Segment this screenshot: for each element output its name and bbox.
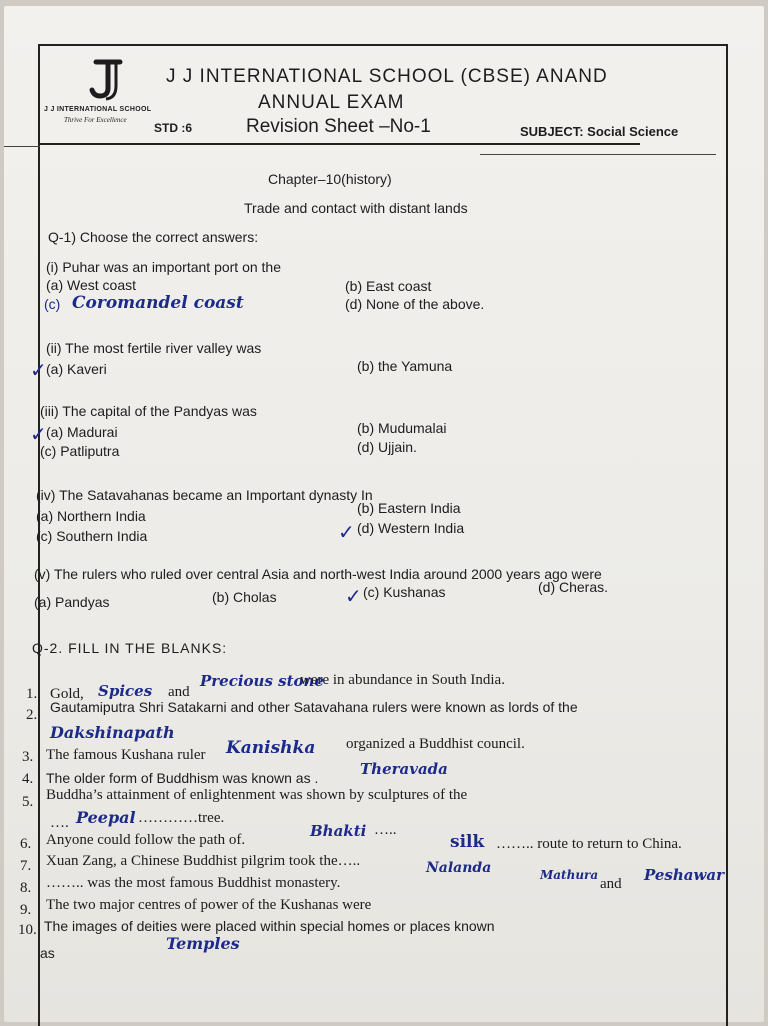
q1-handwritten-answer: Coromandel coast xyxy=(72,293,244,313)
question-5-text: (v) The rulers who ruled over central Asia and north-west India around 2000 years ago were xyxy=(34,566,602,582)
sheet-title: Revision Sheet –No-1 xyxy=(246,116,431,137)
blank-10-answer: Temples xyxy=(166,934,240,953)
question-2-text: (ii) The most fertile river valley was xyxy=(46,340,262,356)
blank-1-answer-2: Precious stone xyxy=(200,672,324,690)
q3-tick-mark: ✓ xyxy=(30,422,47,446)
blank-9-text: The two major centres of power of the Kushanas were xyxy=(46,897,372,913)
blank-9-number: 9. xyxy=(20,902,32,918)
header-divider xyxy=(40,143,640,145)
q2-option-b: (b) the Yamuna xyxy=(357,358,453,374)
blank-10-text-2: as xyxy=(40,945,55,961)
blank-1-number: 1. xyxy=(26,686,38,702)
header-divider-right xyxy=(480,154,716,155)
header-divider-left xyxy=(4,146,40,147)
q5-option-c: (c) Kushanas xyxy=(363,584,446,600)
q2-option-a: (a) Kaveri xyxy=(46,361,107,377)
question-1-text: (i) Puhar was an important port on the xyxy=(46,259,282,275)
blank-1-answer-1: Spices xyxy=(98,682,153,700)
blank-1-text: Gold, xyxy=(50,686,84,702)
q5-option-d: (d) Cheras. xyxy=(538,579,609,595)
blank-3-text-2: organized a Buddhist council. xyxy=(346,736,525,752)
exam-name: ANNUAL EXAM xyxy=(258,92,405,113)
blank-2-number: 2. xyxy=(26,707,38,723)
blank-5-answer: Peepal xyxy=(76,808,136,827)
q1-option-a: (a) West coast xyxy=(46,277,136,293)
q4-option-c: (c) Southern India xyxy=(36,528,148,544)
blank-1-text-2: and xyxy=(168,684,190,700)
question-3-text: (iii) The capital of the Pandyas was xyxy=(40,403,257,419)
q3-option-d: (d) Ujjain. xyxy=(357,439,417,455)
q3-option-a: (a) Madurai xyxy=(46,424,118,440)
q5-option-b: (b) Cholas xyxy=(212,589,277,605)
blank-3-answer: Kanishka xyxy=(226,738,316,758)
q5-option-a: (a) Pandyas xyxy=(34,594,110,610)
blank-10-number: 10. xyxy=(18,922,37,938)
school-logo xyxy=(86,58,130,102)
blank-6-answer: Bhakti xyxy=(310,822,367,840)
q1-option-d: (d) None of the above. xyxy=(345,296,485,312)
q3-option-c: (c) Patliputra xyxy=(40,443,120,459)
q3-option-b: (b) Mudumalai xyxy=(357,420,447,436)
q5-tick-mark: ✓ xyxy=(345,584,362,608)
blank-6-dots: ….. xyxy=(374,822,397,838)
q1-option-c-label: (c) xyxy=(44,296,61,312)
blank-4-text: The older form of Buddhism was known as . xyxy=(46,770,319,786)
question-4-text: (iv) The Satavahanas became an Important dynasty In xyxy=(36,487,373,503)
q4-tick-mark: ✓ xyxy=(338,520,355,544)
subject-label: SUBJECT: Social Science xyxy=(520,124,679,139)
blank-9-text-2: and xyxy=(600,876,622,892)
section1-heading: Q-1) Choose the correct answers: xyxy=(48,229,259,245)
school-name: J J INTERNATIONAL SCHOOL (CBSE) ANAND xyxy=(166,66,608,87)
blank-7-text: Xuan Zang, a Chinese Buddhist pilgrim took the….. xyxy=(46,853,361,869)
q4-option-b: (b) Eastern India xyxy=(357,500,461,516)
blank-7-text-2: …….. route to return to China. xyxy=(496,836,682,852)
chapter-title: Chapter–10(history) xyxy=(268,171,392,187)
blank-7-number: 7. xyxy=(20,858,32,874)
blank-5-dots: …. xyxy=(50,815,69,831)
blank-5-text: Buddha’s attainment of enlightenment was shown by sculptures of the xyxy=(46,787,468,803)
q2-tick-mark: ✓ xyxy=(30,358,47,382)
blank-7-answer: silk xyxy=(450,832,485,852)
blank-9-answer-2: Peshawar xyxy=(644,866,725,884)
blank-4-answer: Theravada xyxy=(360,760,448,778)
logo-tagline: Thrive For Excellence xyxy=(64,116,127,124)
blank-8-text: …….. was the most famous Buddhist monastery. xyxy=(46,875,341,891)
q4-option-d: (d) Western India xyxy=(357,520,465,536)
q1-option-b: (b) East coast xyxy=(345,278,432,294)
chapter-subtitle: Trade and contact with distant lands xyxy=(244,200,468,216)
blank-8-answer: Nalanda xyxy=(426,860,492,876)
blank-9-answer-1: Mathura xyxy=(540,868,599,882)
blank-1-text-3: were in abundance in South India. xyxy=(300,672,505,688)
blank-6-text: Anyone could follow the path of. xyxy=(46,832,246,848)
blank-10-text: The images of deities were placed within special homes or places known xyxy=(44,918,495,934)
blank-2-answer: Dakshinapath xyxy=(50,723,175,742)
blank-2-text: Gautamiputra Shri Satakarni and other Satavahana rulers were known as lords of the xyxy=(50,699,578,715)
blank-3-number: 3. xyxy=(22,749,34,765)
blank-3-text: The famous Kushana ruler xyxy=(46,747,206,763)
logo-caption: J J INTERNATIONAL SCHOOL xyxy=(44,106,152,113)
blank-4-number: 4. xyxy=(22,771,34,787)
section2-heading: Q-2. FILL IN THE BLANKS: xyxy=(32,640,228,656)
standard-label: STD :6 xyxy=(154,121,193,135)
blank-6-number: 6. xyxy=(20,836,32,852)
blank-5-number: 5. xyxy=(22,794,34,810)
q4-option-a: (a) Northern India xyxy=(36,508,146,524)
blank-5-text-2: …………tree. xyxy=(138,810,225,826)
blank-8-number: 8. xyxy=(20,880,32,896)
